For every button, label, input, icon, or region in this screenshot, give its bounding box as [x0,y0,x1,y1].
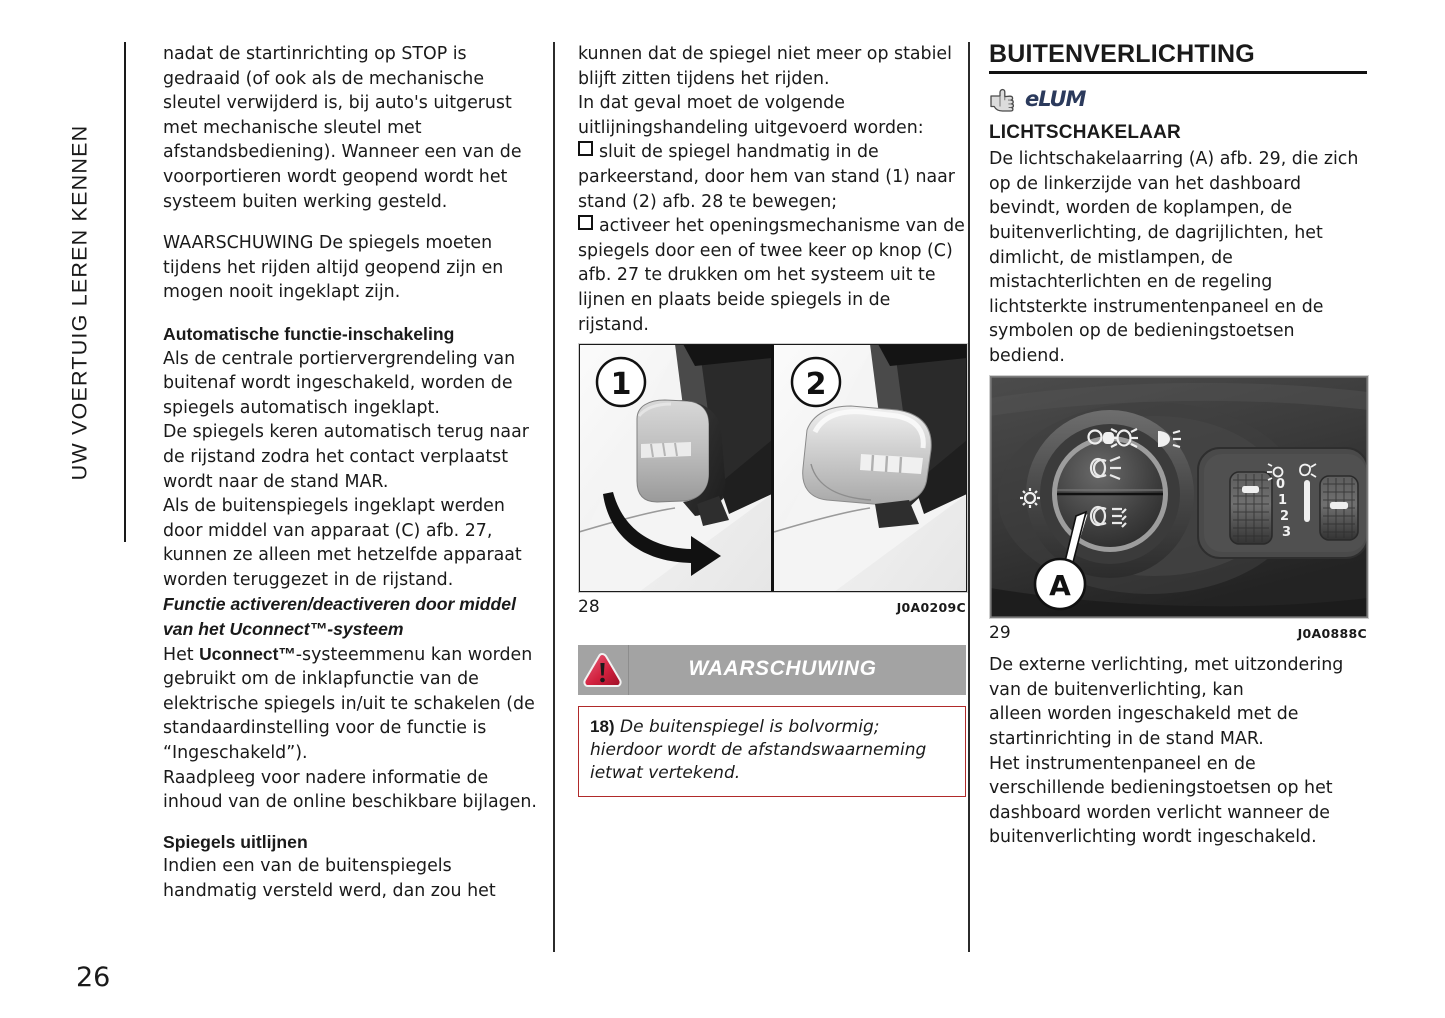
svg-text:3: 3 [1282,524,1292,540]
list-item [578,214,966,337]
section-tab-label: UW VOERTUIG LEREN KENNEN [67,124,92,481]
paragraph: WAARSCHUWING De spiegels moeten tijdens het rijden altijd geopend zijn en mogen nooit ingeklapt zijn. [163,233,504,303]
section-tab [0,0,128,1018]
figure-28-number: 28 [578,597,600,618]
heading-automatische-functie-inschakeling: Automatische functie-inschakeling [163,323,455,344]
warning-title: WAARSCHUWING [688,657,877,681]
column-2 [578,42,966,797]
column-1 [163,42,541,904]
column-divider-1 [553,42,555,952]
spacer [163,815,541,830]
svg-text:1: 1 [610,367,632,403]
square-bullet-icon [578,141,593,156]
paragraph: Raadpleeg voor nadere informatie de inhoud van de online beschikbare bijlagen. [163,767,537,813]
page-number: 26 [76,962,111,993]
paragraph: Als de buitenspiegels ingeklapt werden door middel van apparaat (C) afb. 27, kunnen ze alleen met hetzelfde apparaat worden teruggezet in de rijstand. [163,496,522,590]
subheading-lichtschakelaar: LICHTSCHAKELAAR [989,121,1181,143]
warning-text: De buitenspiegel is bolvormig; hierdoor wordt de afstandswaarneming ietwat vertekend. [590,716,927,783]
paragraph: nadat de startinrichting op STOP is gedraaid (of ook als de mechanische sleutel verwijderd is, bij auto's uitgerust met mechanische sleutel met afstandsbediening). Wanneer een van de voorportieren wordt geopend wordt het systeem buiten werking gesteld. [163,44,522,212]
svg-text:2: 2 [805,367,827,403]
figure-29-number: 29 [989,622,1011,643]
paragraph: De lichtschakelaarring (A) afb. 29, die zich op de linkerzijde van het dashboard bevindt, worden de koplampen, de buitenverlichting, de dagrijlichten, het dimlicht, de mistlampen, de mistachterlichten en de regeling lichtsterkte instrumentenpaneel en de symbolen op de bedieningstoetsen bediend. [989,149,1359,366]
column-3 [989,42,1367,850]
figure-29-callout-label: A [1049,568,1071,602]
paragraph: Als de centrale portiervergrendeling van buitenaf wordt ingeschakeld, worden de spiegels automatisch ingeklapt. [163,348,516,418]
svg-text:2: 2 [1280,508,1290,524]
svg-text:0: 0 [1276,476,1286,492]
pointing-hand-icon [989,87,1023,113]
figure-29-image [989,375,1369,619]
figure-29-caption [989,621,1367,647]
figure-28-caption [578,595,966,621]
paragraph: Het instrumentenpaneel en de verschillende bedieningstoetsen op het dashboard worden verlicht wanneer de buitenverlichting wordt ingeschakeld. [989,753,1333,848]
section-title-buitenverlichting: BUITENVERLICHTING [989,42,1367,74]
paragraph: kunnen dat de spiegel niet meer op stabiel blijft zitten tijdens het rijden. [578,44,952,89]
elum-logo-text: eLUM [1025,87,1086,112]
paragraph: De spiegels keren automatisch terug naar de rijstand zodra het contact verplaatst wordt naar de stand MAR. [163,422,529,492]
figure-29-code: J0A0888C [1297,625,1367,641]
paragraph: In dat geval moet de volgende uitlijningshandeling uitgevoerd worden: [578,93,924,138]
square-bullet-icon [578,215,593,230]
figure-28-code: J0A0209C [896,600,966,616]
list-item [578,140,966,214]
paragraph-part: Het [163,644,200,665]
list-item-label: activeer het openingsmechanisme van de spiegels door een of twee keer op knop (C) afb. 27 te drukken om het systeem uit te lijnen en plaats beide spiegels in de rijstand. [578,216,965,335]
figure-28-image [578,343,968,593]
paragraph: De externe verlichting, met uitzondering van de buitenverlichting, kan [989,655,1344,700]
warning-bar [578,645,966,695]
paragraph: alleen worden ingeschakeld met de startinrichting in de stand MAR. [989,704,1299,749]
list-item-label: sluit de spiegel handmatig in de parkeerstand, door hem van stand (1) naar stand (2) afb. 28 te bewegen; [578,142,955,212]
paragraph-part: -systeemmenu kan worden gebruikt om de inklapfunctie van de elektrische spiegels in/uit te schakelen (de standaardinstelling voor de functie is “Ingeschakeld”). [163,644,535,764]
figure-29 [989,375,1367,647]
warning-triangle-icon [583,652,623,688]
warning-body [578,706,966,797]
svg-text:1: 1 [1278,492,1288,508]
paragraph: Indien een van de buitenspiegels handmatig versteld werd, dan zou het [163,856,496,901]
warning-icon-cell [578,645,629,695]
warning-ref: 18) [590,716,615,736]
heading-spiegels-uitlijnen: Spiegels uitlijnen [163,831,308,852]
figure-28 [578,343,966,621]
section-tab-rule [124,42,126,542]
elum-badge [989,83,1367,117]
paragraph-uconnect [163,642,541,766]
heading-functie-activeren-deactiveren: Functie activeren/deactiveren door middel van het Uconnect™-systeem [163,594,516,640]
spacer [989,646,1367,653]
column-divider-2 [968,42,970,952]
uconnect-bold: Uconnect™ [199,643,296,664]
